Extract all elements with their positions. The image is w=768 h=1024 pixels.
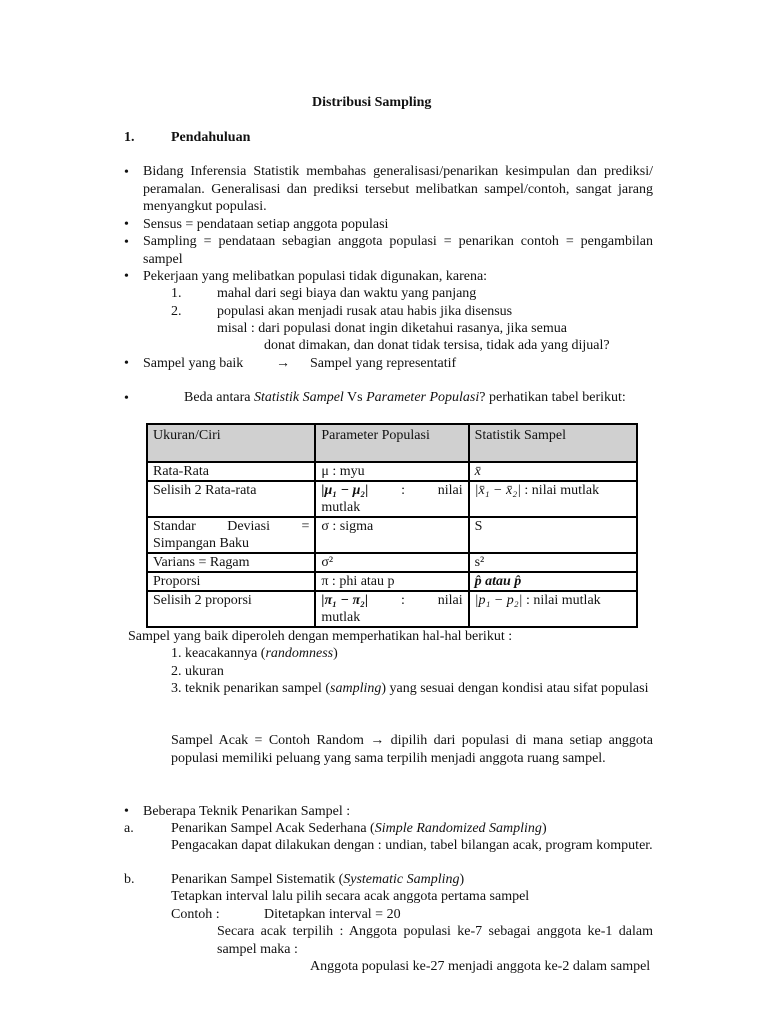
criteria-item-3 [171,680,653,698]
x-bar-symbol: x̄ [474,464,481,479]
table-row [147,553,637,572]
table-row [147,481,637,517]
p-hat-symbol: p̂ atau p̂ [474,574,522,589]
bullet-dot-icon: • [124,217,129,232]
bullet-dot-icon: • [124,391,129,406]
sampel-baik-intro: Sampel yang baik diperoleh dengan memperhatikan hal-hal berikut : [128,629,513,644]
beda-statistik-sampel: Statistik Sampel [253,390,344,405]
list-item-text: populasi akan menjadi rusak atau habis jika disensus [217,304,513,319]
bullet-dot-icon: • [124,235,129,250]
sampel-baik-left: Sampel yang baik [143,356,244,371]
word-nilai: nilai [437,593,463,608]
table-row [147,591,637,627]
table-cell: s² [469,553,637,572]
table-cell [469,591,637,627]
table-cell: Varians = Ragam [147,553,315,572]
teknik-heading: Beberapa Teknik Penarikan Sampel : [143,804,351,819]
teknik-b-desc: Tetapkan interval lalu pilih secara acak anggota pertama sampel [171,889,530,904]
contoh-text: Ditetapkan interval = 20 [264,907,401,922]
table-cell: Proporsi [147,572,315,591]
nilai-mutlak-text: : nilai mutlak [520,483,600,498]
criteria-item-2: 2. ukuran [171,664,224,679]
table-cell: σ : sigma [315,517,468,553]
teknik-a-label: a. [124,821,134,836]
paragraph-sensus: Sensus = pendataan setiap anggota populasi [143,217,389,232]
teknik-a-pre: Penarikan Sampel Acak Sederhana ( [171,821,375,836]
table-header-cell: Ukuran/Ciri [147,424,315,462]
misal-line-2: donat dimakan, dan donat tidak tersisa, tidak ada yang dijual? [264,338,610,353]
nilai-mutlak-text: : nilai mutlak [522,593,601,608]
table-cell [147,517,315,553]
bullet-dot-icon: • [124,269,129,284]
teknik-b-post: ) [459,872,465,887]
teknik-b-italic: Systematic Sampling [343,872,460,887]
colon: : [400,593,405,608]
xbar-diff-symbol: |x̄₁ − x̄₂| [474,483,521,498]
table-cell: Selisih 2 Rata-rata [147,481,315,517]
criteria-item-1 [171,645,338,662]
paragraph-pekerjaan: Pekerjaan yang melibatkan populasi tidak digunakan, karena: [143,269,488,284]
paragraph-sampel-acak: Sampel Acak = Contoh Random → dipilih dari populasi di mana setiap anggota populasi memiliki peluang yang sama terpilih menjadi anggota ruang sampel. [171,733,653,766]
section-number: 1. [124,130,135,145]
ke27-text: Anggota populasi ke-27 menjadi anggota ke-2 dalam sampel [310,959,651,974]
paragraph-inferensia: Bidang Inferensia Statistik membahas generalisasi/penarikan kesimpulan dan prediksi/ peramalan. Generalisasi dan prediksi tersebut melibatkan sampel/contoh, sangat jarang menyangkut populasi. [143,164,653,214]
table-cell: σ² [315,553,468,572]
table-cell: π : phi atau p [315,572,468,591]
p-diff-symbol: |p₁ − p₂| [474,593,523,608]
criteria-3-post: ) yang sesuai dengan kondisi atau sifat populasi [381,681,649,696]
teknik-a-title [171,820,547,837]
misal-line-1: misal : dari populasi donat ingin diketahui rasanya, jika semua [217,321,567,336]
teknik-a-post: ) [541,821,547,836]
equals-sign: = [301,519,310,534]
bullet-dot-icon: • [124,165,129,180]
list-item-number: 2. [171,304,182,319]
teknik-a-desc: Pengacakan dapat dilakukan dengan : undian, tabel bilangan acak, program komputer. [171,838,653,853]
contoh-label: Contoh : [171,907,220,922]
list-item-text: mahal dari segi biaya dan waktu yang panjang [217,286,477,301]
beda-pre: Beda antara [184,390,254,405]
beda-vs: Vs [343,390,367,405]
beda-post: ? perhatikan tabel berikut: [479,390,626,405]
colon: : [401,483,405,498]
table-header-cell: Parameter Populasi [315,424,468,462]
paragraph-sampling: Sampling = pendataan sebagian anggota populasi = penarikan contoh = pengambilan sampel [143,234,653,267]
criteria-1-post: ) [333,646,338,661]
word-nilai: nilai [437,483,463,498]
table-cell: Selisih 2 proporsi [147,591,315,627]
word-deviasi: Deviasi [227,519,270,534]
table-cell: S [469,517,637,553]
word-mutlak: mutlak [321,610,361,625]
teknik-b-title [171,871,464,888]
criteria-1-italic: randomness [265,646,334,661]
comparison-table [146,423,638,628]
teknik-a-italic: Simple Randomized Sampling [374,821,542,836]
table-cell: μ : myu [315,462,468,481]
bullet-dot-icon: • [124,356,129,371]
criteria-3-italic: sampling [330,681,382,696]
table-cell: Rata-Rata [147,462,315,481]
table-cell [315,481,468,517]
table-row [147,572,637,591]
table-cell [469,462,637,481]
teknik-b-label: b. [124,872,135,887]
word-standar: Standar [153,519,196,534]
acak-terpilih-text: Secara acak terpilih : Anggota populasi ke-7 sebagai anggota ke-1 dalam sampel maka : [217,924,653,957]
pi-diff-symbol: |π₁ − π₂| [321,593,369,608]
document-title: Distribusi Sampling [312,95,432,110]
table-cell [469,481,637,517]
table-header-cell: Statistik Sampel [469,424,637,462]
beda-parameter-populasi: Parameter Populasi [366,390,480,405]
paragraph-beda [143,389,653,407]
list-item-number: 1. [171,286,182,301]
table-row [147,462,637,481]
table-header-row [147,424,637,462]
mu-diff-symbol: |μ₁ − μ₂| [321,483,369,498]
criteria-1-pre: 1. keacakannya ( [171,646,266,661]
section-title: Pendahuluan [171,130,251,145]
teknik-b-pre: Penarikan Sampel Sistematik ( [171,872,344,887]
table-cell [469,572,637,591]
right-arrow-icon: → [276,356,290,371]
sampel-baik-right: Sampel yang representatif [310,356,457,371]
word-simpangan-baku: Simpangan Baku [153,536,250,551]
table-row [147,517,637,553]
table-cell [315,591,468,627]
bullet-dot-icon: • [124,804,129,819]
word-mutlak: mutlak [321,500,361,515]
criteria-3-pre: 3. teknik penarikan sampel ( [171,681,331,696]
